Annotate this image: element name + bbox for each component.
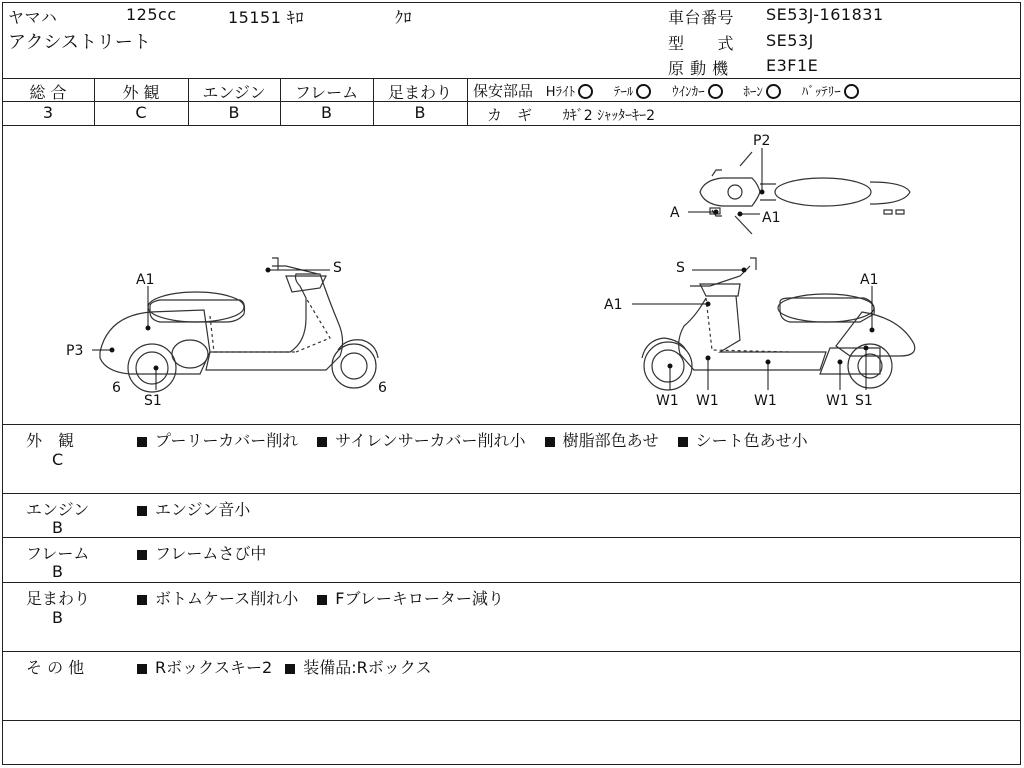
note-frame-label: フレーム (26, 544, 90, 563)
grade-overall-value: 3 (42, 103, 54, 122)
note-engine-items (137, 497, 264, 520)
diagram-label-w1-c: W1 (754, 393, 777, 409)
safety-winker: ｳｲﾝｶｰ (672, 82, 723, 100)
diagram-label-a1: A1 (136, 272, 155, 288)
note-item: Fブレーキローター減り (317, 589, 504, 608)
grade-suspension-label: 足まわり (387, 83, 452, 102)
diagram-label-a1-top: A1 (762, 210, 781, 226)
safety-battery: ﾊﾞｯﾃﾘｰ (802, 82, 859, 100)
diagram-label-a1-right-front: A1 (604, 297, 623, 313)
note-suspension-items (137, 586, 518, 609)
bullet-square-icon (137, 595, 147, 605)
bullet-square-icon (317, 437, 327, 447)
bullet-square-icon (317, 595, 327, 605)
note-exterior-grade: C (52, 450, 64, 469)
note-suspension-label: 足まわり (26, 589, 91, 608)
safety-tail: ﾃｰﾙ (614, 82, 652, 100)
diagram-label-w1-a: W1 (656, 393, 679, 409)
note-exterior-label: 外 観 (26, 431, 75, 450)
note-item: フレームさび中 (137, 544, 266, 563)
note-other-items (137, 655, 432, 678)
scooter-diagram (0, 126, 1024, 424)
diagram-label-6-rear: 6 (378, 380, 387, 396)
frame-no-label: 車台番号 (668, 8, 735, 27)
frame-no: SE53J-161831 (766, 5, 884, 24)
safety-row (473, 80, 859, 101)
bullet-square-icon (137, 664, 147, 674)
bullet-square-icon (545, 437, 555, 447)
type-value: SE53J (766, 31, 814, 50)
model-name: アクシストリート (8, 32, 151, 53)
note-item: Rボックスキー2 (137, 658, 272, 677)
note-suspension-grade: B (52, 608, 63, 627)
diagram-label-w1-d: W1 (826, 393, 849, 409)
safety-horn: ﾎｰﾝ (743, 82, 781, 100)
note-item: プーリーカバー削れ (137, 431, 298, 450)
displacement: 125cc (126, 5, 177, 24)
note-frame-items (137, 541, 280, 564)
type-label: 型 式 (668, 34, 735, 53)
bullet-square-icon (137, 437, 147, 447)
note-frame-grade: B (52, 562, 63, 581)
color: ｸﾛ (395, 8, 413, 27)
note-item: 装備品:Rボックス (285, 658, 431, 677)
grade-exterior-value: C (135, 103, 147, 122)
diagram-label-a1-right-rear: A1 (860, 272, 879, 288)
grade-engine-label: エンジン (202, 83, 266, 102)
diagram-label-a: A (670, 205, 680, 221)
diagram-label-p3: P3 (66, 343, 84, 359)
note-item: エンジン音小 (137, 500, 250, 519)
note-item: シート色あせ小 (678, 431, 808, 450)
ok-circle-icon (636, 84, 651, 99)
note-exterior-items (137, 428, 822, 451)
ok-circle-icon (708, 84, 723, 99)
bullet-square-icon (678, 437, 688, 447)
key-row (487, 104, 655, 125)
grade-engine-value: B (228, 103, 240, 122)
grade-overall-label: 総 合 (29, 83, 67, 102)
note-item: サイレンサーカバー削れ小 (317, 431, 525, 450)
note-item: ボトムケース削れ小 (137, 589, 298, 608)
mileage: 15151 ｷﾛ (228, 8, 304, 27)
safety-label: 保安部品 (473, 82, 534, 100)
grade-exterior-label: 外 観 (122, 83, 160, 102)
ok-circle-icon (766, 84, 781, 99)
grade-frame-label: フレーム (294, 83, 359, 102)
key-value: ｶｷﾞ2 ｼｬｯﾀｰｷｰ2 (562, 108, 656, 124)
scooter-top-view (700, 152, 910, 234)
bullet-square-icon (137, 506, 147, 516)
diagram-label-s1: S1 (144, 393, 162, 409)
ok-circle-icon (578, 84, 593, 99)
ok-circle-icon (844, 84, 859, 99)
diagram-label-p2: P2 (753, 133, 771, 149)
note-engine-grade: B (52, 518, 63, 537)
note-other-label: そ の 他 (26, 658, 85, 677)
note-item: 樹脂部色あせ (545, 431, 659, 450)
maker: ヤマハ (8, 8, 58, 27)
note-engine-label: エンジン (26, 500, 90, 519)
grade-suspension-value: B (414, 103, 426, 122)
safety-headlight: Hﾗｲﾄ (546, 82, 593, 100)
diagram-label-s-right: S (676, 260, 685, 276)
engine-value: E3F1E (766, 56, 819, 75)
diagram-label-w1-b: W1 (696, 393, 719, 409)
engine-label: 原 動 機 (668, 59, 729, 78)
bullet-square-icon (137, 550, 147, 560)
key-label: カ ギ (487, 106, 533, 124)
diagram-label-s1-right: S1 (855, 393, 873, 409)
bullet-square-icon (285, 664, 295, 674)
diagram-label-6-front: 6 (112, 380, 121, 396)
grade-frame-value: B (321, 103, 332, 122)
diagram-label-s: S (333, 260, 342, 276)
